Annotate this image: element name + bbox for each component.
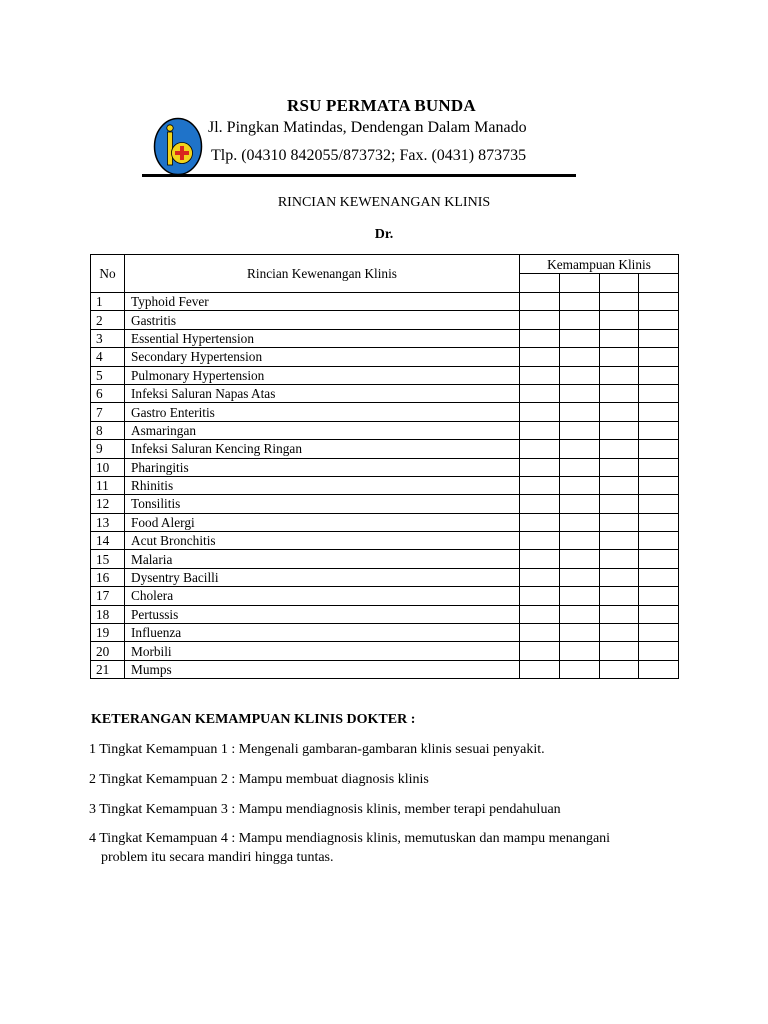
ability-level-2-cell[interactable] (560, 458, 600, 476)
ability-level-1-cell[interactable] (520, 403, 560, 421)
table-row (91, 605, 679, 623)
row-item: Mumps (125, 660, 520, 678)
row-item: Asmaringan (125, 421, 520, 439)
row-number: 8 (91, 421, 125, 439)
legend-item-2 (89, 770, 429, 789)
row-item: Food Alergi (125, 513, 520, 531)
row-number: 2 (91, 311, 125, 329)
table-row (91, 550, 679, 568)
table-row (91, 568, 679, 586)
ability-level-4-cell[interactable] (639, 403, 679, 421)
ability-level-1-cell[interactable] (520, 587, 560, 605)
ability-level-1-cell[interactable] (520, 421, 560, 439)
ability-level-1-cell[interactable] (520, 384, 560, 402)
row-number: 4 (91, 348, 125, 366)
table-row (91, 311, 679, 329)
hospital-phone: Tlp. (04310 842055/873732; Fax. (0431) 873735 (211, 147, 527, 164)
ability-level-4-cell[interactable] (639, 532, 679, 550)
ability-level-1-header (520, 274, 560, 293)
ability-level-2-header (560, 274, 600, 293)
row-item: Gastritis (125, 311, 520, 329)
row-number: 20 (91, 642, 125, 660)
ability-level-3-cell[interactable] (600, 384, 639, 402)
row-item: Pulmonary Hypertension (125, 366, 520, 384)
ability-level-2-cell[interactable] (560, 605, 600, 623)
row-item: Infeksi Saluran Napas Atas (125, 384, 520, 402)
ability-level-4-cell[interactable] (639, 348, 679, 366)
ability-level-3-cell[interactable] (600, 605, 639, 623)
row-item: Pharingitis (125, 458, 520, 476)
row-item: Secondary Hypertension (125, 348, 520, 366)
row-item: Infeksi Saluran Kencing Ringan (125, 440, 520, 458)
ability-level-4-cell[interactable] (639, 550, 679, 568)
hospital-logo (153, 117, 203, 176)
row-item: Typhoid Fever (125, 293, 520, 311)
ability-level-2-cell[interactable] (560, 366, 600, 384)
table-row (91, 348, 679, 366)
ability-level-4-cell[interactable] (639, 660, 679, 678)
row-item: Influenza (125, 624, 520, 642)
table-row (91, 532, 679, 550)
row-number: 7 (91, 403, 125, 421)
ability-level-1-cell[interactable] (520, 550, 560, 568)
table-row (91, 660, 679, 678)
ability-level-3-cell[interactable] (600, 458, 639, 476)
ability-level-1-cell[interactable] (520, 605, 560, 623)
table-header-row (91, 255, 679, 274)
ability-level-4-cell[interactable] (639, 440, 679, 458)
ability-level-4-cell[interactable] (639, 513, 679, 531)
ability-level-3-cell[interactable] (600, 329, 639, 347)
table-row (91, 403, 679, 421)
legend-item-4 (89, 829, 610, 867)
legend-item-text: 3 Tingkat Kemampuan 3 : Mampu mendiagnosis klinis, member terapi pendahuluan (89, 802, 561, 817)
table-row (91, 329, 679, 347)
row-item: Acut Bronchitis (125, 532, 520, 550)
legend-item-text: 4 Tingkat Kemampuan 4 : Mampu mendiagnosis klinis, memutuskan dan mampu menangani (89, 831, 611, 846)
row-item: Dysentry Bacilli (125, 568, 520, 586)
ability-level-2-cell[interactable] (560, 660, 600, 678)
ability-level-1-cell[interactable] (520, 366, 560, 384)
ability-level-4-cell[interactable] (639, 384, 679, 402)
col-header-ability: Kemampuan Klinis (520, 255, 679, 274)
ability-level-4-cell[interactable] (639, 605, 679, 623)
ability-level-2-cell[interactable] (560, 495, 600, 513)
col-header-no: No (91, 255, 125, 293)
ability-level-3-cell[interactable] (600, 587, 639, 605)
ability-level-2-cell[interactable] (560, 587, 600, 605)
ability-level-3-cell[interactable] (600, 476, 639, 494)
row-number: 21 (91, 660, 125, 678)
row-number: 3 (91, 329, 125, 347)
ability-level-1-cell[interactable] (520, 476, 560, 494)
ability-level-2-cell[interactable] (560, 421, 600, 439)
document-title: RINCIAN KEWENANGAN KLINIS (277, 195, 491, 210)
ability-level-1-cell[interactable] (520, 311, 560, 329)
ability-level-1-cell[interactable] (520, 495, 560, 513)
ability-level-2-cell[interactable] (560, 329, 600, 347)
header-divider (142, 174, 576, 177)
doctor-label: Dr. (374, 227, 394, 242)
ability-level-4-cell[interactable] (639, 587, 679, 605)
clinical-authority-table (90, 254, 679, 679)
ability-level-3-cell[interactable] (600, 293, 639, 311)
ability-level-4-cell[interactable] (639, 311, 679, 329)
row-item: Pertussis (125, 605, 520, 623)
ability-level-3-cell[interactable] (600, 624, 639, 642)
table-row (91, 293, 679, 311)
row-item: Rhinitis (125, 476, 520, 494)
row-item: Gastro Enteritis (125, 403, 520, 421)
row-item: Essential Hypertension (125, 329, 520, 347)
table-row (91, 476, 679, 494)
row-item: Morbili (125, 642, 520, 660)
table-row (91, 366, 679, 384)
ability-level-2-cell[interactable] (560, 624, 600, 642)
ability-level-2-cell[interactable] (560, 513, 600, 531)
ability-level-4-cell[interactable] (639, 329, 679, 347)
row-item: Tonsilitis (125, 495, 520, 513)
ability-level-2-cell[interactable] (560, 440, 600, 458)
ability-level-3-cell[interactable] (600, 550, 639, 568)
table-row (91, 624, 679, 642)
ability-level-1-cell[interactable] (520, 293, 560, 311)
ability-level-2-cell[interactable] (560, 476, 600, 494)
ability-level-3-cell[interactable] (600, 403, 639, 421)
row-number: 6 (91, 384, 125, 402)
ability-level-4-cell[interactable] (639, 366, 679, 384)
row-number: 16 (91, 568, 125, 586)
table-row (91, 495, 679, 513)
ability-level-4-cell[interactable] (639, 642, 679, 660)
ability-level-3-cell[interactable] (600, 642, 639, 660)
table-row (91, 513, 679, 531)
ability-level-3-cell[interactable] (600, 568, 639, 586)
table-row (91, 440, 679, 458)
row-item: Cholera (125, 587, 520, 605)
ability-level-1-cell[interactable] (520, 660, 560, 678)
ability-level-3-cell[interactable] (600, 513, 639, 531)
ability-level-1-cell[interactable] (520, 348, 560, 366)
ability-level-4-cell[interactable] (639, 568, 679, 586)
ability-level-2-cell[interactable] (560, 293, 600, 311)
table-row (91, 384, 679, 402)
ability-level-3-cell[interactable] (600, 311, 639, 329)
row-number: 11 (91, 476, 125, 494)
hospital-address: Jl. Pingkan Matindas, Dendengan Dalam Manado (208, 119, 527, 136)
ability-level-1-cell[interactable] (520, 513, 560, 531)
ability-level-3-cell[interactable] (600, 660, 639, 678)
ability-level-2-cell[interactable] (560, 550, 600, 568)
ability-level-3-header (600, 274, 639, 293)
ability-level-1-cell[interactable] (520, 458, 560, 476)
ability-level-2-cell[interactable] (560, 311, 600, 329)
ability-level-2-cell[interactable] (560, 642, 600, 660)
row-number: 15 (91, 550, 125, 568)
ability-level-1-cell[interactable] (520, 568, 560, 586)
legend-item-3 (89, 800, 561, 819)
ability-level-3-cell[interactable] (600, 495, 639, 513)
row-number: 5 (91, 366, 125, 384)
ability-level-4-cell[interactable] (639, 495, 679, 513)
ability-level-3-cell[interactable] (600, 366, 639, 384)
ability-level-1-cell[interactable] (520, 440, 560, 458)
ability-level-3-cell[interactable] (600, 348, 639, 366)
row-number: 13 (91, 513, 125, 531)
legend-heading: KETERANGAN KEMAMPUAN KLINIS DOKTER : (91, 712, 416, 727)
ability-level-4-cell[interactable] (639, 458, 679, 476)
table-row (91, 421, 679, 439)
table-row (91, 642, 679, 660)
legend-item-text: 1 Tingkat Kemampuan 1 : Mengenali gambaran-gambaran klinis sesuai penyakit. (89, 742, 545, 757)
ability-level-1-cell[interactable] (520, 642, 560, 660)
ability-level-1-cell[interactable] (520, 624, 560, 642)
ability-level-4-cell[interactable] (639, 293, 679, 311)
row-number: 12 (91, 495, 125, 513)
legend-item-continuation: problem itu secara mandiri hingga tuntas. (101, 850, 334, 865)
ability-level-4-cell[interactable] (639, 476, 679, 494)
ability-level-4-header (639, 274, 679, 293)
col-header-detail: Rincian Kewenangan Klinis (125, 255, 520, 293)
row-number: 14 (91, 532, 125, 550)
ability-level-2-cell[interactable] (560, 348, 600, 366)
ability-level-1-cell[interactable] (520, 532, 560, 550)
row-number: 1 (91, 293, 125, 311)
ability-level-3-cell[interactable] (600, 421, 639, 439)
row-number: 10 (91, 458, 125, 476)
ability-level-4-cell[interactable] (639, 421, 679, 439)
row-number: 9 (91, 440, 125, 458)
row-number: 18 (91, 605, 125, 623)
ability-level-3-cell[interactable] (600, 532, 639, 550)
table-row (91, 587, 679, 605)
ability-level-2-cell[interactable] (560, 384, 600, 402)
legend-item-text: 2 Tingkat Kemampuan 2 : Mampu membuat diagnosis klinis (89, 772, 429, 787)
ability-level-2-cell[interactable] (560, 403, 600, 421)
ability-level-1-cell[interactable] (520, 329, 560, 347)
row-number: 17 (91, 587, 125, 605)
hospital-name: RSU PERMATA BUNDA (287, 96, 476, 115)
ability-level-2-cell[interactable] (560, 568, 600, 586)
row-number: 19 (91, 624, 125, 642)
ability-level-4-cell[interactable] (639, 624, 679, 642)
row-item: Malaria (125, 550, 520, 568)
table-row (91, 458, 679, 476)
legend-item-1 (89, 740, 545, 759)
ability-level-3-cell[interactable] (600, 440, 639, 458)
ability-level-2-cell[interactable] (560, 532, 600, 550)
